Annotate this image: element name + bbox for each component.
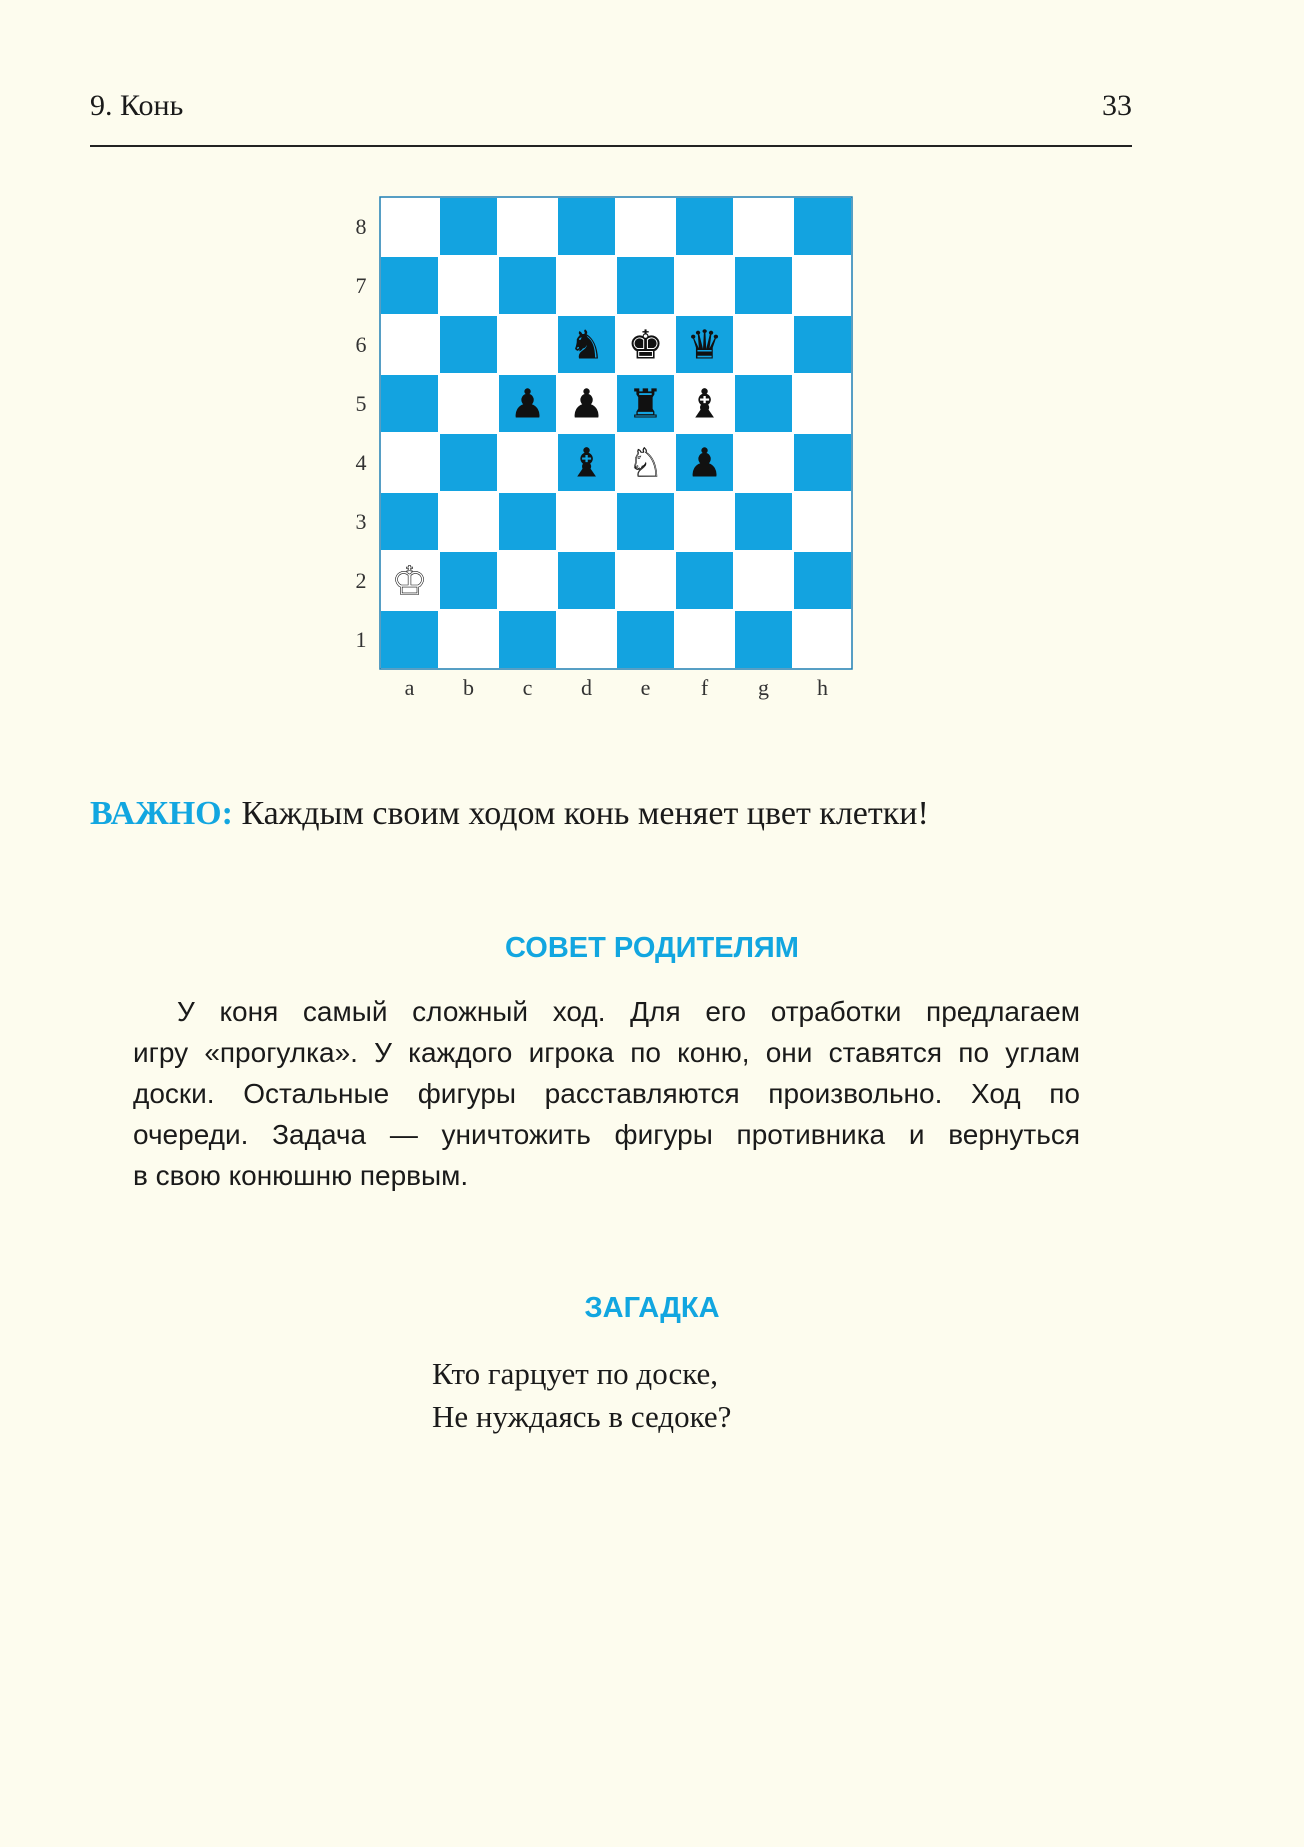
white-knight-e4-icon: ♘	[627, 440, 664, 487]
riddle-line: Кто гарцует по доске,	[432, 1356, 719, 1391]
rank-label: 6	[355, 331, 367, 357]
black-pawn-c5-icon: ♟	[509, 381, 546, 428]
square-e8	[616, 197, 675, 256]
file-label: f	[700, 675, 709, 700]
black-king-e6-icon: ♚	[627, 322, 664, 369]
square-c8	[498, 197, 557, 256]
rank-label: 1	[355, 626, 367, 652]
square-a5	[380, 374, 439, 433]
black-rook-e5-icon: ♜	[627, 381, 664, 428]
riddle-heading: ЗАГАДКА	[584, 1292, 720, 1324]
advice-paragraph	[133, 991, 1080, 1196]
black-bishop-f5-icon: ♝	[686, 381, 723, 428]
rank-label: 3	[355, 508, 367, 534]
rank-label: 2	[355, 567, 367, 593]
square-a4	[380, 433, 439, 492]
square-c4	[498, 433, 557, 492]
black-queen-f6-icon: ♛	[686, 322, 723, 369]
square-h5	[793, 374, 852, 433]
square-e7	[616, 256, 675, 315]
black-pawn-f4-icon: ♟	[686, 440, 723, 487]
square-d8	[557, 197, 616, 256]
square-a7	[380, 256, 439, 315]
square-a6	[380, 315, 439, 374]
square-h8	[793, 197, 852, 256]
square-b2	[439, 551, 498, 610]
riddle-verse	[432, 1352, 731, 1438]
black-bishop-d4-icon: ♝	[568, 440, 605, 487]
rank-label: 8	[355, 213, 367, 239]
square-f3	[675, 492, 734, 551]
advice-line: У коня самый сложный ход. Для его отработки предлагаем	[177, 996, 1080, 1027]
square-h3	[793, 492, 852, 551]
square-b3	[439, 492, 498, 551]
file-label: e	[640, 675, 651, 700]
file-label: h	[817, 675, 828, 700]
square-d3	[557, 492, 616, 551]
important-label: ВАЖНО:	[90, 795, 233, 832]
file-label: d	[581, 675, 592, 700]
square-g7	[734, 256, 793, 315]
square-d1	[557, 610, 616, 669]
square-e1	[616, 610, 675, 669]
advice-line: доски. Остальные фигуры расставляются произвольно. Ход по	[133, 1078, 1080, 1109]
square-a8	[380, 197, 439, 256]
square-h7	[793, 256, 852, 315]
square-g4	[734, 433, 793, 492]
square-c7	[498, 256, 557, 315]
square-g5	[734, 374, 793, 433]
black-pawn-d5-icon: ♟	[568, 381, 605, 428]
square-c2	[498, 551, 557, 610]
important-note	[90, 792, 929, 836]
chessboard	[360, 190, 880, 710]
square-g8	[734, 197, 793, 256]
rank-label: 5	[355, 390, 367, 416]
black-knight-d6-icon: ♞	[568, 322, 605, 369]
square-g1	[734, 610, 793, 669]
square-b6	[439, 315, 498, 374]
important-text: Каждым своим ходом конь меняет цвет клетки!	[241, 795, 929, 832]
square-c6	[498, 315, 557, 374]
square-g3	[734, 492, 793, 551]
advice-heading: СОВЕТ РОДИТЕЛЯМ	[505, 932, 799, 964]
square-f8	[675, 197, 734, 256]
advice-line: очереди. Задача — уничтожить фигуры противника и вернуться	[133, 1119, 1080, 1150]
advice-line: в свою конюшню первым.	[133, 1160, 469, 1191]
header-rule	[90, 145, 1132, 147]
white-king-a2-icon: ♔	[391, 558, 428, 605]
chapter-title: 9. Конь	[90, 89, 184, 122]
square-b1	[439, 610, 498, 669]
square-e2	[616, 551, 675, 610]
square-c3	[498, 492, 557, 551]
square-a1	[380, 610, 439, 669]
square-h6	[793, 315, 852, 374]
square-b5	[439, 374, 498, 433]
square-f7	[675, 256, 734, 315]
rank-label: 4	[355, 449, 367, 475]
square-g2	[734, 551, 793, 610]
square-f2	[675, 551, 734, 610]
square-g6	[734, 315, 793, 374]
square-h4	[793, 433, 852, 492]
square-a3	[380, 492, 439, 551]
file-label: g	[758, 675, 769, 700]
square-d2	[557, 551, 616, 610]
file-label: a	[404, 675, 415, 700]
square-b8	[439, 197, 498, 256]
chess-diagram	[355, 190, 880, 710]
square-c1	[498, 610, 557, 669]
square-f1	[675, 610, 734, 669]
square-b7	[439, 256, 498, 315]
file-label: b	[463, 675, 474, 700]
rank-label: 7	[355, 272, 367, 298]
page-header	[90, 86, 1132, 126]
square-b4	[439, 433, 498, 492]
square-h2	[793, 551, 852, 610]
file-label: c	[522, 675, 533, 700]
riddle-line: Не нуждаясь в седоке?	[432, 1399, 732, 1434]
advice-line: игру «прогулка». У каждого игрока по коню, они ставятся по углам	[133, 1037, 1080, 1068]
square-d7	[557, 256, 616, 315]
square-h1	[793, 610, 852, 669]
page-number: 33	[1102, 89, 1132, 122]
square-e3	[616, 492, 675, 551]
